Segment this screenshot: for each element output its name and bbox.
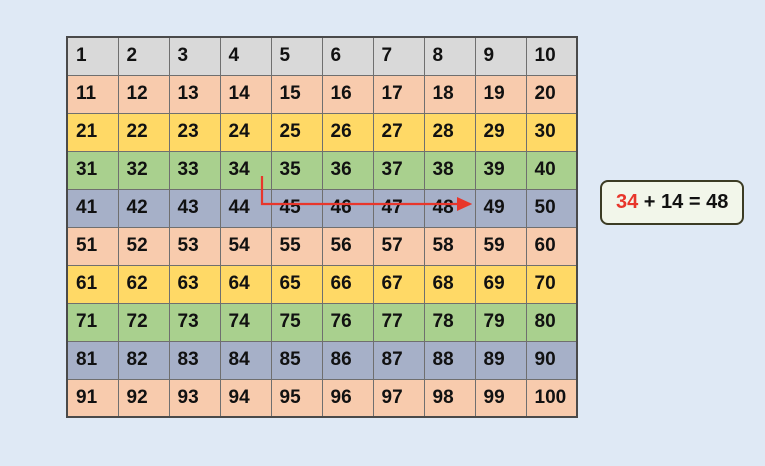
chart-cell-12[interactable]: 12 <box>118 75 169 113</box>
chart-cell-1[interactable]: 1 <box>67 37 118 75</box>
chart-cell-80[interactable]: 80 <box>526 303 577 341</box>
chart-cell-63[interactable]: 63 <box>169 265 220 303</box>
chart-cell-97[interactable]: 97 <box>373 379 424 417</box>
chart-cell-35[interactable]: 35 <box>271 151 322 189</box>
chart-cell-10[interactable]: 10 <box>526 37 577 75</box>
table-row <box>67 151 577 189</box>
chart-cell-54[interactable]: 54 <box>220 227 271 265</box>
chart-cell-75[interactable]: 75 <box>271 303 322 341</box>
chart-cell-70[interactable]: 70 <box>526 265 577 303</box>
chart-cell-8[interactable]: 8 <box>424 37 475 75</box>
chart-cell-89[interactable]: 89 <box>475 341 526 379</box>
chart-cell-4[interactable]: 4 <box>220 37 271 75</box>
chart-cell-43[interactable]: 43 <box>169 189 220 227</box>
chart-cell-15[interactable]: 15 <box>271 75 322 113</box>
equation-callout <box>600 180 744 225</box>
chart-cell-74[interactable]: 74 <box>220 303 271 341</box>
chart-cell-86[interactable]: 86 <box>322 341 373 379</box>
chart-cell-96[interactable]: 96 <box>322 379 373 417</box>
chart-cell-44[interactable]: 44 <box>220 189 271 227</box>
chart-cell-42[interactable]: 42 <box>118 189 169 227</box>
chart-cell-23[interactable]: 23 <box>169 113 220 151</box>
table-row <box>67 379 577 417</box>
chart-cell-45[interactable]: 45 <box>271 189 322 227</box>
chart-cell-82[interactable]: 82 <box>118 341 169 379</box>
chart-cell-20[interactable]: 20 <box>526 75 577 113</box>
chart-cell-38[interactable]: 38 <box>424 151 475 189</box>
chart-cell-71[interactable]: 71 <box>67 303 118 341</box>
chart-cell-83[interactable]: 83 <box>169 341 220 379</box>
chart-cell-31[interactable]: 31 <box>67 151 118 189</box>
chart-cell-59[interactable]: 59 <box>475 227 526 265</box>
chart-cell-33[interactable]: 33 <box>169 151 220 189</box>
hundred-chart-body <box>67 37 577 417</box>
chart-cell-58[interactable]: 58 <box>424 227 475 265</box>
chart-cell-49[interactable]: 49 <box>475 189 526 227</box>
table-row <box>67 113 577 151</box>
chart-cell-76[interactable]: 76 <box>322 303 373 341</box>
chart-cell-99[interactable]: 99 <box>475 379 526 417</box>
table-row <box>67 341 577 379</box>
chart-cell-19[interactable]: 19 <box>475 75 526 113</box>
table-row <box>67 265 577 303</box>
chart-cell-16[interactable]: 16 <box>322 75 373 113</box>
chart-cell-84[interactable]: 84 <box>220 341 271 379</box>
chart-cell-69[interactable]: 69 <box>475 265 526 303</box>
chart-cell-60[interactable]: 60 <box>526 227 577 265</box>
chart-cell-21[interactable]: 21 <box>67 113 118 151</box>
chart-cell-72[interactable]: 72 <box>118 303 169 341</box>
chart-cell-67[interactable]: 67 <box>373 265 424 303</box>
chart-cell-52[interactable]: 52 <box>118 227 169 265</box>
chart-cell-40[interactable]: 40 <box>526 151 577 189</box>
chart-cell-94[interactable]: 94 <box>220 379 271 417</box>
chart-cell-32[interactable]: 32 <box>118 151 169 189</box>
chart-cell-51[interactable]: 51 <box>67 227 118 265</box>
chart-cell-30[interactable]: 30 <box>526 113 577 151</box>
chart-cell-66[interactable]: 66 <box>322 265 373 303</box>
table-row <box>67 37 577 75</box>
chart-cell-36[interactable]: 36 <box>322 151 373 189</box>
chart-cell-11[interactable]: 11 <box>67 75 118 113</box>
chart-cell-64[interactable]: 64 <box>220 265 271 303</box>
chart-cell-56[interactable]: 56 <box>322 227 373 265</box>
table-row <box>67 189 577 227</box>
chart-cell-22[interactable]: 22 <box>118 113 169 151</box>
chart-cell-9[interactable]: 9 <box>475 37 526 75</box>
table-row <box>67 303 577 341</box>
callout-operation: + 14 = 48 <box>638 191 729 213</box>
chart-cell-92[interactable]: 92 <box>118 379 169 417</box>
chart-cell-41[interactable]: 41 <box>67 189 118 227</box>
chart-cell-77[interactable]: 77 <box>373 303 424 341</box>
chart-cell-48-end[interactable]: 48 <box>424 189 475 227</box>
chart-cell-79[interactable]: 79 <box>475 303 526 341</box>
chart-cell-57[interactable]: 57 <box>373 227 424 265</box>
chart-cell-29[interactable]: 29 <box>475 113 526 151</box>
hundred-chart <box>66 36 578 418</box>
chart-cell-65[interactable]: 65 <box>271 265 322 303</box>
chart-cell-46[interactable]: 46 <box>322 189 373 227</box>
chart-cell-87[interactable]: 87 <box>373 341 424 379</box>
chart-cell-13[interactable]: 13 <box>169 75 220 113</box>
chart-cell-3[interactable]: 3 <box>169 37 220 75</box>
chart-cell-28[interactable]: 28 <box>424 113 475 151</box>
chart-cell-6[interactable]: 6 <box>322 37 373 75</box>
chart-cell-88[interactable]: 88 <box>424 341 475 379</box>
chart-cell-78[interactable]: 78 <box>424 303 475 341</box>
chart-cell-95[interactable]: 95 <box>271 379 322 417</box>
chart-cell-93[interactable]: 93 <box>169 379 220 417</box>
chart-cell-81[interactable]: 81 <box>67 341 118 379</box>
chart-cell-50[interactable]: 50 <box>526 189 577 227</box>
chart-cell-5[interactable]: 5 <box>271 37 322 75</box>
chart-cell-91[interactable]: 91 <box>67 379 118 417</box>
chart-cell-18[interactable]: 18 <box>424 75 475 113</box>
callout-start-number: 34 <box>616 191 639 213</box>
chart-cell-68[interactable]: 68 <box>424 265 475 303</box>
chart-cell-37[interactable]: 37 <box>373 151 424 189</box>
chart-cell-25[interactable]: 25 <box>271 113 322 151</box>
chart-cell-98[interactable]: 98 <box>424 379 475 417</box>
chart-cell-55[interactable]: 55 <box>271 227 322 265</box>
chart-cell-26[interactable]: 26 <box>322 113 373 151</box>
chart-cell-34-start[interactable]: 34 <box>220 151 271 189</box>
table-row <box>67 227 577 265</box>
chart-cell-27[interactable]: 27 <box>373 113 424 151</box>
chart-cell-73[interactable]: 73 <box>169 303 220 341</box>
chart-cell-53[interactable]: 53 <box>169 227 220 265</box>
chart-cell-100[interactable]: 100 <box>526 379 577 417</box>
table-row <box>67 75 577 113</box>
chart-cell-47[interactable]: 47 <box>373 189 424 227</box>
chart-cell-2[interactable]: 2 <box>118 37 169 75</box>
chart-cell-24[interactable]: 24 <box>220 113 271 151</box>
chart-cell-90[interactable]: 90 <box>526 341 577 379</box>
chart-cell-39[interactable]: 39 <box>475 151 526 189</box>
chart-cell-17[interactable]: 17 <box>373 75 424 113</box>
chart-cell-62[interactable]: 62 <box>118 265 169 303</box>
chart-cell-14[interactable]: 14 <box>220 75 271 113</box>
chart-cell-61[interactable]: 61 <box>67 265 118 303</box>
chart-cell-7[interactable]: 7 <box>373 37 424 75</box>
chart-cell-85[interactable]: 85 <box>271 341 322 379</box>
